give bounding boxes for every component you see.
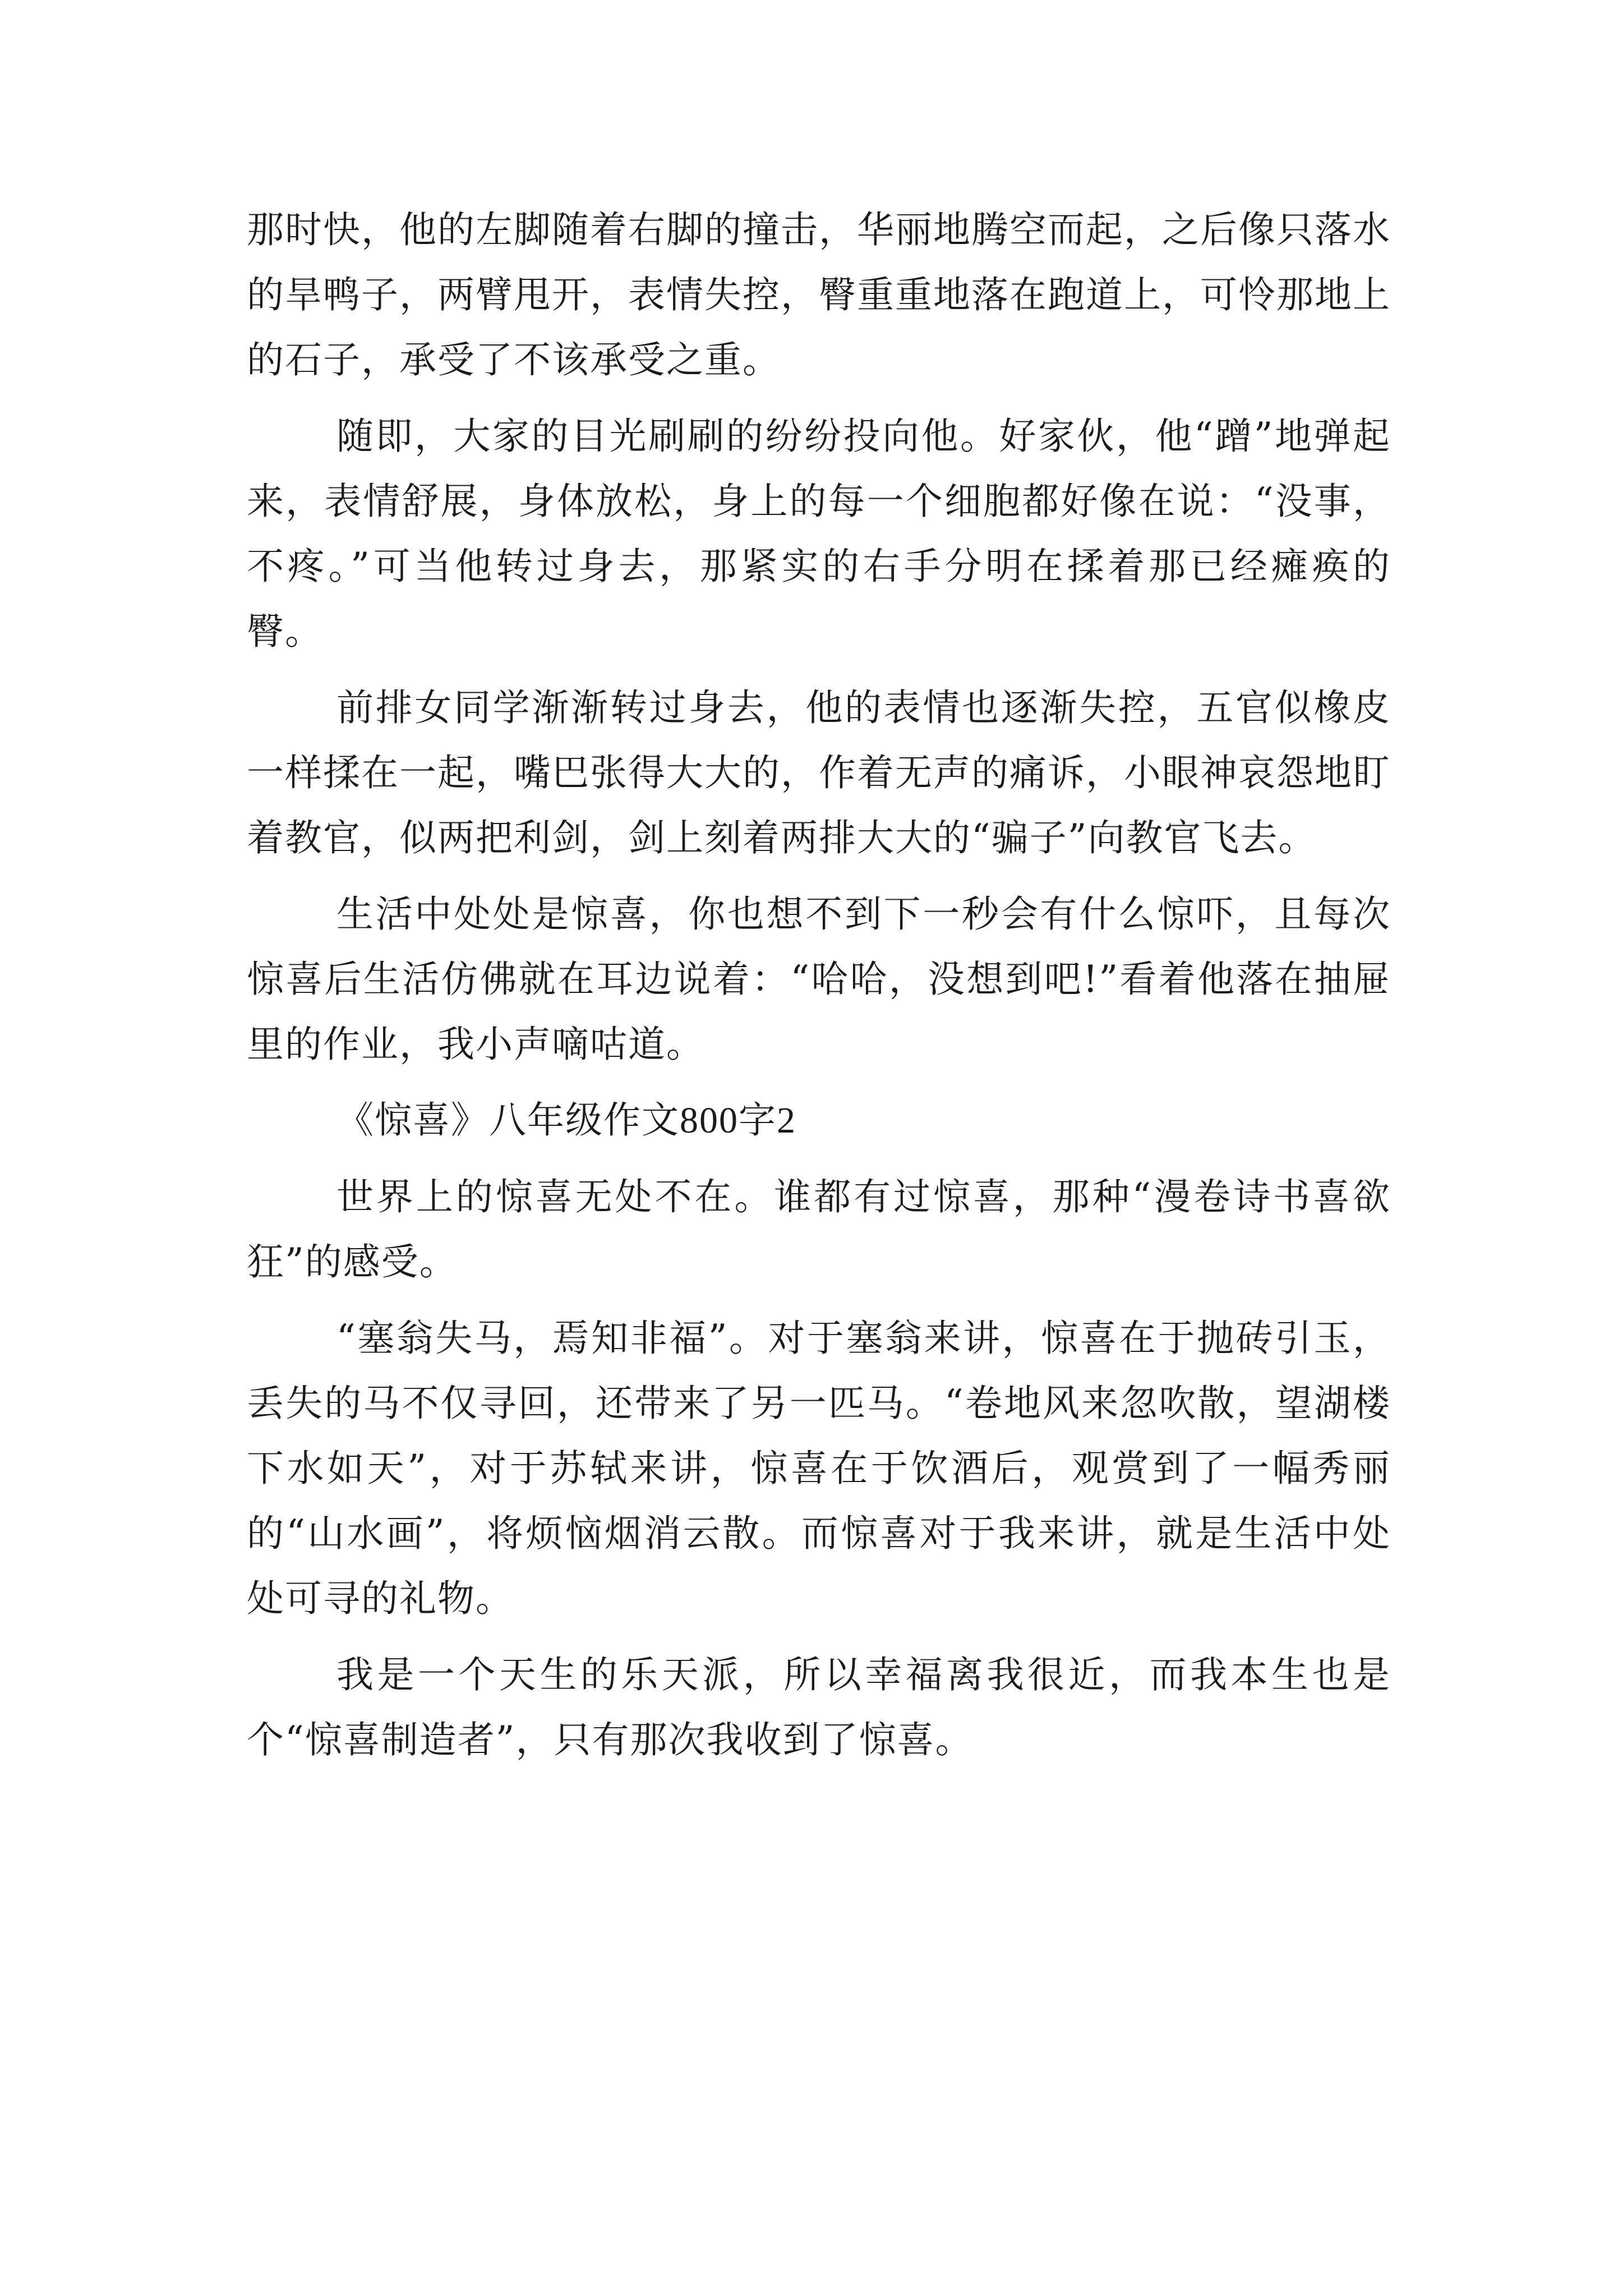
paragraph-examples: “塞翁失马，焉知非福”。对于塞翁来讲，惊喜在于抛砖引玉，丢失的马不仅寻回，还带来了另一匹马。“卷地风来忽吹散，望湖楼下水如天”，对于苏轼来讲，惊喜在于饮酒后，观赏到了一幅秀丽的“山水画”，将烦恼烟消云散。而惊喜对于我来讲，就是生活中处处可寻的礼物。 [247, 1317, 1391, 1620]
paragraph-expression: 前排女同学渐渐转过身去，他的表情也逐渐失控，五官似橡皮一样揉在一起，嘴巴张得大大的，作着无声的痛诉，小眼神哀怨地盯着教官，似两把利剑，剑上刻着两排大大的“骗子”向教官飞去。 [247, 686, 1391, 859]
paragraph-reaction: 随即，大家的目光刷刷的纷纷投向他。好家伙，他“蹭”地弹起来，表情舒展，身体放松，身上的每一个细胞都好像在说：“没事，不疼。”可当他转过身去，那紧实的右手分明在揉着那已经瘫痪的臀。 [247, 415, 1391, 653]
paragraph-conclusion: 生活中处处是惊喜，你也想不到下一秒会有什么惊吓，且每次惊喜后生活仿佛就在耳边说着：“哈哈，没想到吧!”看着他落在抽屉里的作业，我小声嘀咕道。 [247, 892, 1391, 1066]
paragraph-intro: 世界上的惊喜无处不在。谁都有过惊喜，那种“漫卷诗书喜欲狂”的感受。 [247, 1175, 1391, 1283]
paragraph-personal: 我是一个天生的乐天派，所以幸福离我很近，而我本生也是个“惊喜制造者”，只有那次我收到了惊喜。 [247, 1653, 1391, 1761]
document-body [247, 197, 1391, 1784]
essay-title: 《惊喜》八年级作文800字2 [336, 1100, 796, 1141]
paragraph-continuation: 那时快，他的左脚随着右脚的撞击，华丽地腾空而起，之后像只落水的旱鸭子，两臂甩开，表情失控，臀重重地落在跑道上，可怜那地上的石子，承受了不该承受之重。 [247, 208, 1391, 381]
